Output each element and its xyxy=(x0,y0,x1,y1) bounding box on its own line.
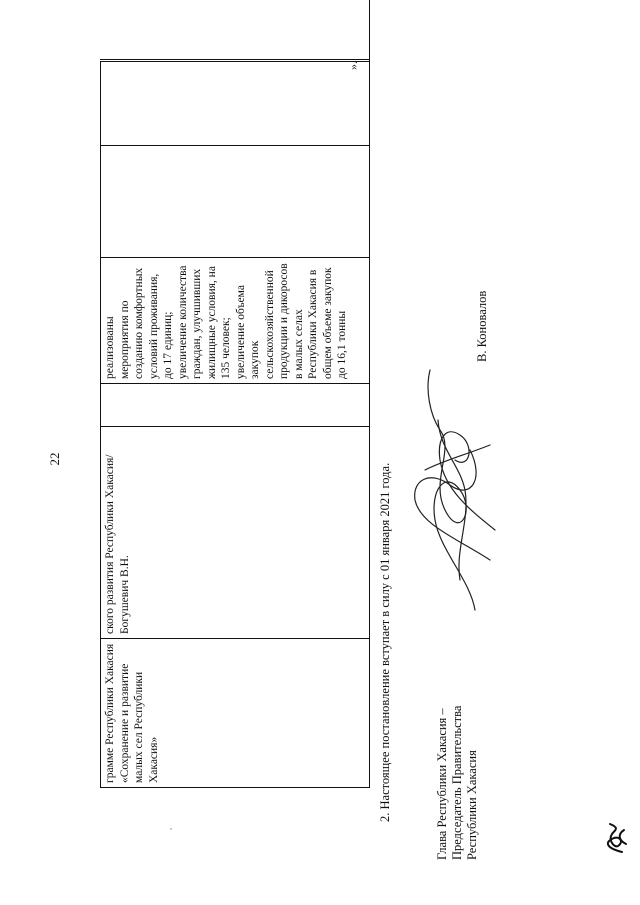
table-cell-empty-1 xyxy=(100,384,370,427)
signer-name: В. Коновалов xyxy=(475,290,489,362)
table-cell-empty-4 xyxy=(100,0,370,60)
signer-position-line-2: Председатель Правительства xyxy=(450,705,464,860)
table-cell-program xyxy=(100,639,370,788)
table-cell-empty-2 xyxy=(100,146,370,258)
signer-position-line-1: Глава Республики Хакасия – xyxy=(435,708,449,860)
responsible-text: ского развития Республики Хакасия/Богушевич В.Н. xyxy=(104,454,131,634)
handwritten-signature xyxy=(400,360,510,620)
table-cell-results xyxy=(100,258,370,384)
table-cell-empty-3 xyxy=(100,60,370,146)
signer-position xyxy=(435,640,480,860)
page-number: 22 xyxy=(47,452,62,466)
signer-position-line-3: Республики Хакасия xyxy=(465,750,479,860)
table-cell-responsible xyxy=(100,427,370,639)
handwritten-initials xyxy=(600,820,630,856)
decree-clause-2: 2. Настоящее постановление вступает в силу с 01 января 2021 года. xyxy=(378,462,392,822)
closing-quote: ». xyxy=(346,61,360,70)
results-text: реализованы мероприятия по созданию комфортных условий проживания, до 17 единиц; увеличение количества граждан, улучшивших жилищные условия, на 135 человек; увеличение объема закупок сельскохозяйственной продукции и дикоросов в малых селах Республики Хакасия в общем объеме закупок до 16,1 тонны xyxy=(104,263,348,379)
program-text: грамме Республики Хакасия «Сохранение и развитие малых сел Республики Хакасия» xyxy=(104,643,160,783)
scan-artifact xyxy=(170,828,172,830)
